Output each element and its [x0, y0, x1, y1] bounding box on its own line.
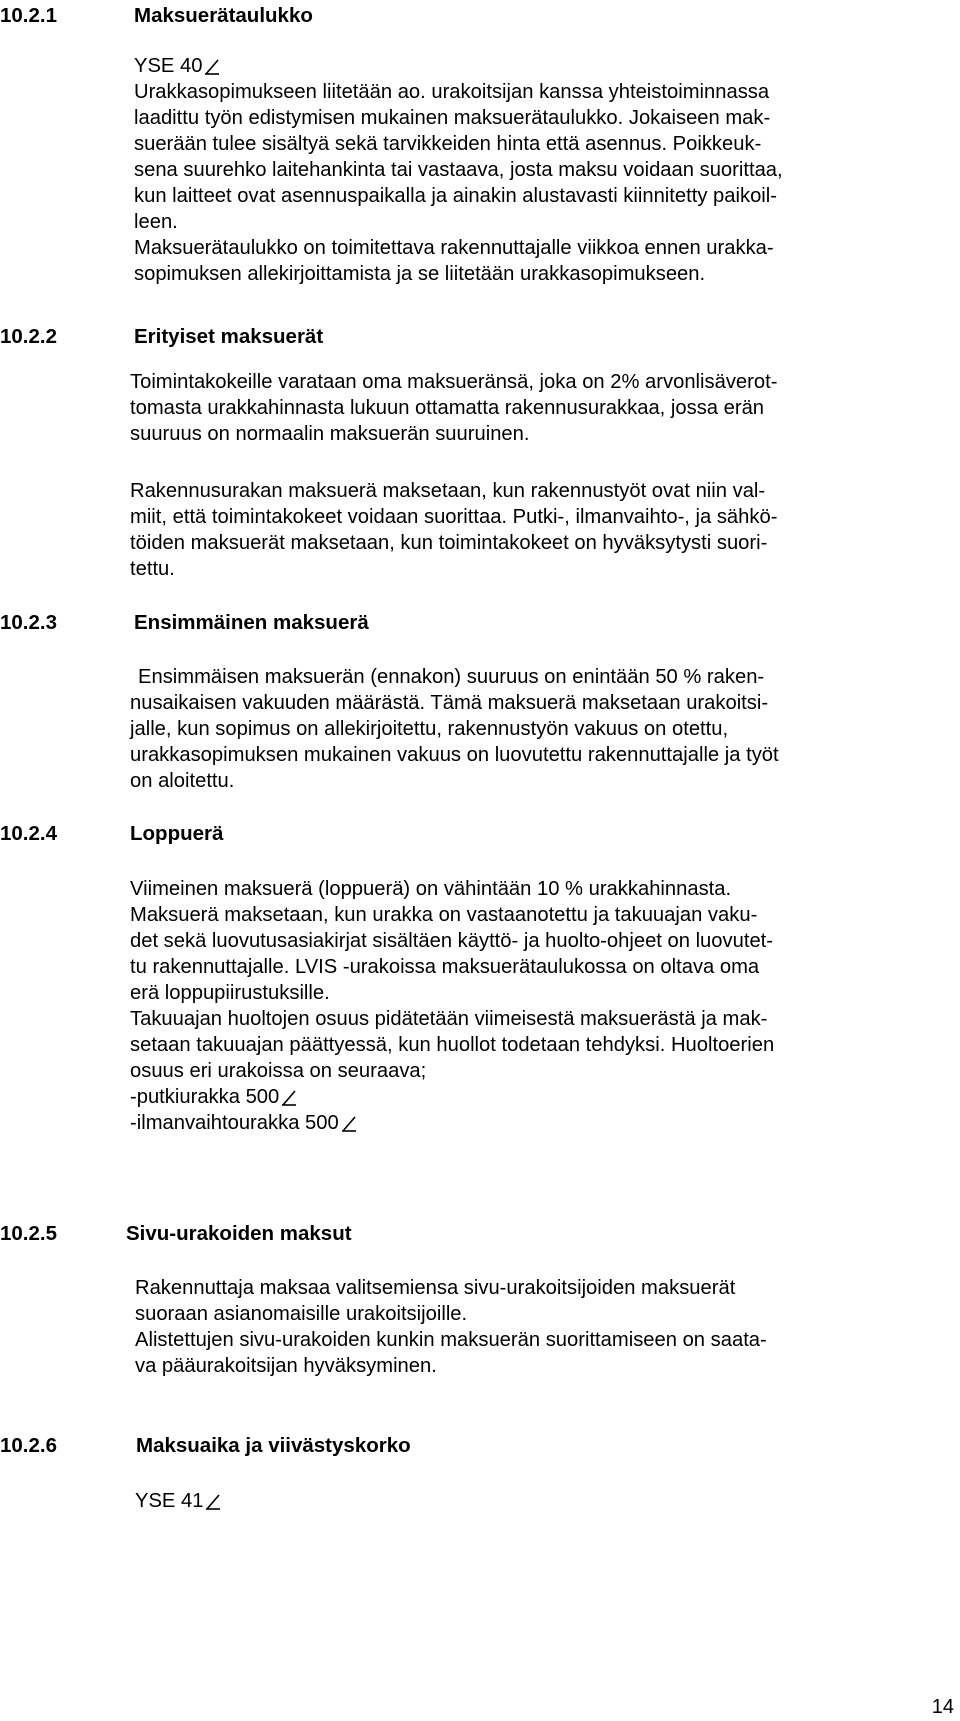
text-line: setaan takuuajan päättyessä, kun huollot todetaan tehdyksi. Huoltoerien	[130, 1034, 775, 1056]
reference-line	[135, 1488, 221, 1514]
text-line: osuus eri urakoissa on seuraava;	[130, 1060, 427, 1082]
text-line: suuruus on normaalin maksuerän suuruinen.	[130, 423, 530, 445]
page-number: 14	[931, 1696, 954, 1718]
reference: YSE 40	[134, 55, 203, 77]
text-line: Rakennusurakan maksuerä maksetaan, kun rakennustyöt ovat niin val-	[130, 480, 766, 502]
text-line: det sekä luovutusasiakirjat sisältäen käyttö- ja huolto-ohjeet on luovutet-	[130, 930, 774, 952]
section-number: 10.2.4	[0, 822, 57, 845]
section-body	[130, 478, 777, 582]
list-item	[130, 1110, 774, 1136]
section-title: Maksuerätaulukko	[134, 4, 313, 27]
list-item	[130, 1084, 774, 1110]
text-line: urakkasopimuksen mukainen vakuus on luovutettu rakennuttajalle ja työt	[130, 744, 779, 766]
text-line: suoraan asianomaisille urakoitsijoille.	[135, 1303, 468, 1325]
text-line: Viimeinen maksuerä (loppuerä) on vähintään 10 % urakkahinnasta.	[130, 878, 732, 900]
text-line: Takuuajan huoltojen osuus pidätetään viimeisestä maksuerästä ja mak-	[130, 1008, 768, 1030]
section-sign-icon	[204, 58, 220, 76]
text-line: tu rakennuttajalle. LVIS -urakoissa maksuerätaulukossa on oltava oma	[130, 956, 760, 978]
text-line: töiden maksuerät maksetaan, kun toimintakokeet on hyväksytysti suori-	[130, 532, 768, 554]
section-title: Erityiset maksuerät	[134, 325, 324, 348]
text-line: Ensimmäisen maksuerän (ennakon) suuruus on enintään 50 % raken-	[138, 666, 765, 688]
text-line: leen.	[134, 211, 178, 233]
text-line: miit, että toimintakokeet voidaan suorittaa. Putki-, ilmanvaihto-, ja sähkö-	[130, 506, 778, 528]
text-line: kun laitteet ovat asennuspaikalla ja ainakin alustavasti kiinnitetty paikoil-	[134, 185, 778, 207]
section-body	[130, 664, 779, 794]
text-line: laadittu työn edistymisen mukainen maksuerätaulukko. Jokaiseen mak-	[134, 107, 771, 129]
reference: YSE 41	[135, 1490, 204, 1512]
text-line: on aloitettu.	[130, 770, 235, 792]
text-line: tomasta urakkahinnasta lukuun ottamatta rakennusurakkaa, jossa erän	[130, 397, 765, 419]
text-line: va pääurakoitsijan hyväksyminen.	[135, 1355, 437, 1377]
list-item-text: -ilmanvaihtourakka 500	[130, 1112, 339, 1134]
text-line: Maksuerä maksetaan, kun urakka on vastaanotettu ja takuuajan vaku-	[130, 904, 758, 926]
section-number: 10.2.5	[0, 1222, 57, 1245]
section-body	[130, 876, 774, 1136]
section-number: 10.2.1	[0, 4, 57, 27]
section-title: Maksuaika ja viivästyskorko	[136, 1434, 411, 1457]
section-number: 10.2.3	[0, 611, 57, 634]
list-item-text: -putkiurakka 500	[130, 1086, 280, 1108]
euro-sign-icon	[341, 1115, 357, 1133]
text-line: Toimintakokeille varataan oma maksueränsä, joka on 2% arvonlisäverot-	[130, 371, 778, 393]
section-title: Sivu-urakoiden maksut	[126, 1222, 352, 1245]
text-line: Maksuerätaulukko on toimitettava rakennuttajalle viikkoa ennen urakka-	[134, 237, 774, 259]
section-sign-icon	[205, 1493, 221, 1511]
section-number: 10.2.2	[0, 325, 57, 348]
text-line: erä loppupiirustuksille.	[130, 982, 330, 1004]
text-line: jalle, kun sopimus on allekirjoitettu, rakennustyön vakuus on otettu,	[130, 718, 729, 740]
section-body	[134, 53, 783, 287]
section-body	[130, 369, 777, 447]
text-line: sopimuksen allekirjoittamista ja se liitetään urakkasopimukseen.	[134, 263, 706, 285]
text-line: sena suurehko laitehankinta tai vastaava, josta maksu voidaan suorittaa,	[134, 159, 783, 181]
section-body	[135, 1488, 221, 1514]
section-number: 10.2.6	[0, 1434, 57, 1457]
text-line: suerään tulee sisältyä sekä tarvikkeiden hinta että asennus. Poikkeuk-	[134, 133, 762, 155]
section-body	[135, 1275, 767, 1379]
section-title: Ensimmäinen maksuerä	[134, 611, 369, 634]
reference-line	[134, 53, 783, 79]
section-title: Loppuerä	[130, 822, 224, 845]
euro-sign-icon	[281, 1089, 297, 1107]
text-line: Urakkasopimukseen liitetään ao. urakoitsijan kanssa yhteistoiminnassa	[134, 81, 770, 103]
text-line: Alistettujen sivu-urakoiden kunkin maksuerän suorittamiseen on saata-	[135, 1329, 767, 1351]
text-line: nusaikaisen vakuuden määrästä. Tämä maksuerä maksetaan urakoitsi-	[130, 692, 769, 714]
text-line: tettu.	[130, 558, 175, 580]
text-line: Rakennuttaja maksaa valitsemiensa sivu-urakoitsijoiden maksuerät	[135, 1277, 736, 1299]
